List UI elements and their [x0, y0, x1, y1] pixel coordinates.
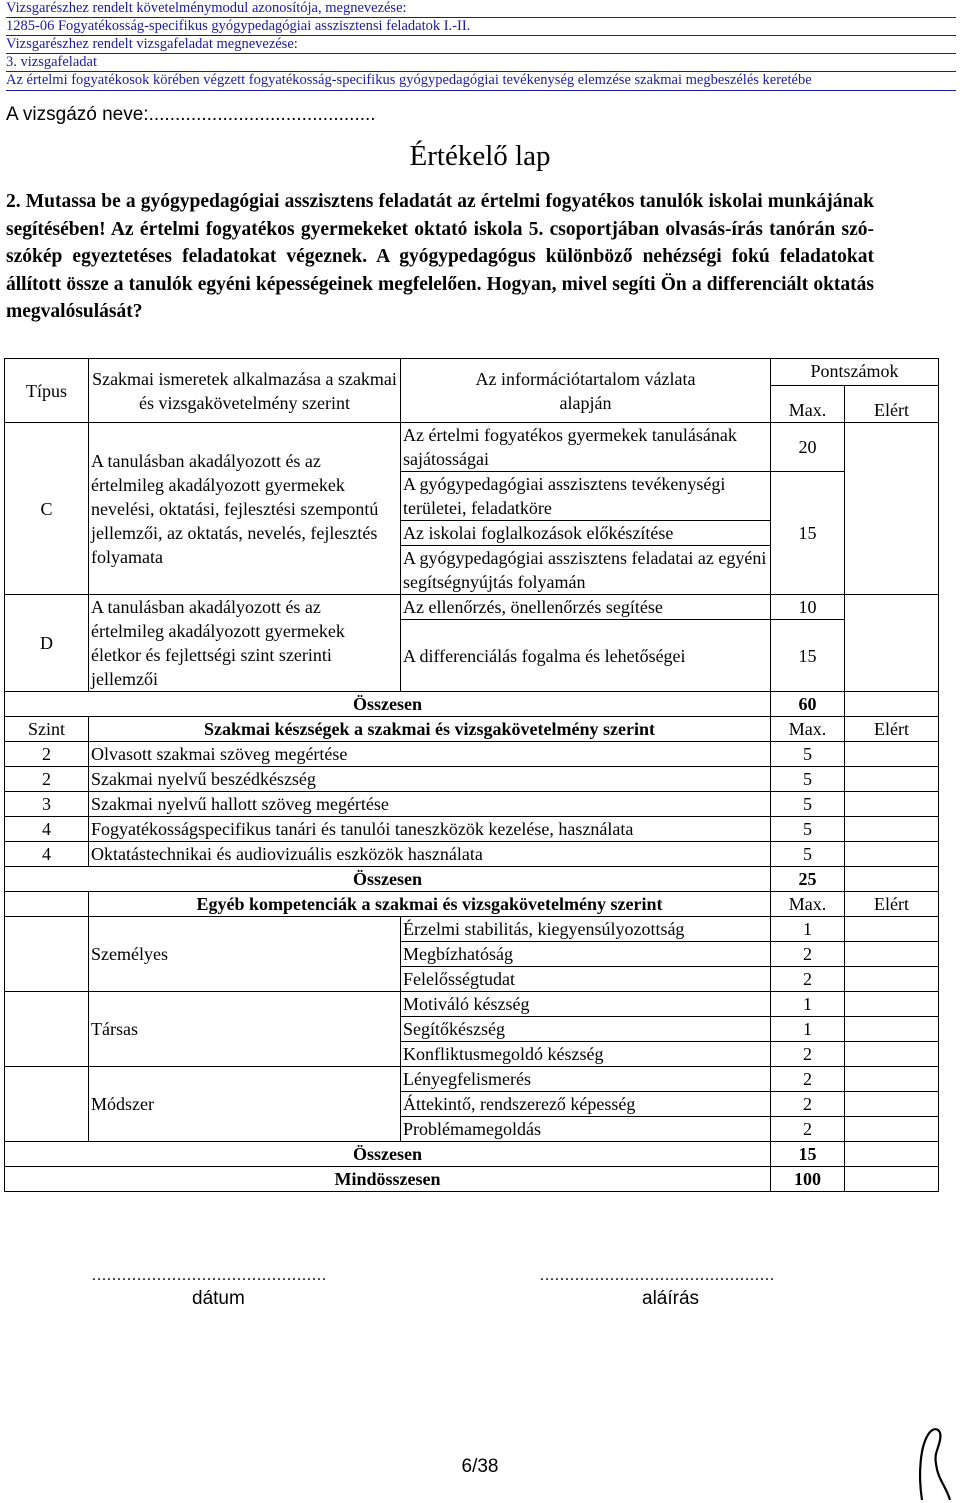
outline-d1: Az ellenőrzés, önellenőrzés segítése [401, 595, 771, 620]
header-type: Típus [5, 359, 89, 423]
skill-text: Olvasott szakmai szöveg megértése [89, 742, 771, 767]
competence-max: 1 [771, 1017, 845, 1042]
knowledge-c: A tanulásban akadályozott és az értelmileg akadályozott gyermekek nevelési, oktatási, fejlesztési szempontú jellemzői, az oktatás, nevelés, fejlesztés folyamata [89, 423, 401, 595]
knowledge-total-max: 60 [771, 692, 845, 717]
achieved-knowledge-c[interactable] [845, 423, 939, 595]
table-row [5, 1067, 939, 1092]
table-row [5, 742, 939, 767]
table-row [5, 917, 939, 942]
table-row [5, 595, 939, 620]
competence-header-achieved: Elért [845, 892, 939, 917]
competence-achieved[interactable] [845, 1092, 939, 1117]
skills-header-title: Szakmai készségek a szakmai és vizsgakövetelmény szerint [89, 717, 771, 742]
competence-group: Módszer [89, 1067, 401, 1142]
competence-max: 2 [771, 1117, 845, 1142]
header-task-name: Az értelmi fogyatékosok körében végzett fogyatékosság-specifikus gyógypedagógiai tevékenység elemzése szakmai megbeszélés keretébe [6, 72, 956, 91]
competence-group: Társas [89, 992, 401, 1067]
grand-total-row [5, 1167, 939, 1192]
competence-achieved[interactable] [845, 917, 939, 942]
knowledge-d: A tanulásban akadályozott és az értelmileg akadályozott gyermekek életkor és fejlettségi szint szerinti jellemzői [89, 595, 401, 692]
outline-c2: A gyógypedagógiai asszisztens tevékenységi területei, feladatköre [401, 472, 771, 521]
skill-text: Fogyatékosságspecifikus tanári és tanulói taneszközök kezelése, használata [89, 817, 771, 842]
skill-max: 5 [771, 817, 845, 842]
skills-header-level: Szint [5, 717, 89, 742]
competence-achieved[interactable] [845, 942, 939, 967]
competence-item: Megbízhatóság [401, 942, 771, 967]
skill-text: Oktatástechnikai és audiovizuális eszközök használata [89, 842, 771, 867]
table-row [5, 817, 939, 842]
skill-max: 5 [771, 767, 845, 792]
header-knowledge: Szakmai ismeretek alkalmazása a szakmai és vizsgakövetelmény szerint [89, 359, 401, 423]
skills-header-max: Max. [771, 717, 845, 742]
competence-header-blank [5, 892, 89, 917]
date-line: ............................................... [92, 1267, 327, 1284]
competence-max: 2 [771, 1067, 845, 1092]
max-d1: 10 [771, 595, 845, 620]
max-c1: 20 [771, 423, 845, 472]
skill-achieved[interactable] [845, 742, 939, 767]
competence-achieved[interactable] [845, 1042, 939, 1067]
skills-header-achieved: Elért [845, 717, 939, 742]
skills-total-row [5, 867, 939, 892]
header-task-label: Vizsgarészhez rendelt vizsgafeladat megnevezése: [6, 36, 956, 54]
skill-level: 2 [5, 742, 89, 767]
skill-text: Szakmai nyelvű hallott szöveg megértése [89, 792, 771, 817]
skill-achieved[interactable] [845, 817, 939, 842]
competence-item: Áttekintő, rendszerező képesség [401, 1092, 771, 1117]
competence-item: Felelősségtudat [401, 967, 771, 992]
header-module-label: Vizsgarészhez rendelt követelménymodul azonosítója, megnevezése: [6, 0, 956, 18]
skill-max: 5 [771, 842, 845, 867]
skills-header-row [5, 717, 939, 742]
competence-header-title: Egyéb kompetenciák a szakmai és vizsgakövetelmény szerint [89, 892, 771, 917]
competence-achieved[interactable] [845, 1017, 939, 1042]
header-max: Max. [771, 386, 845, 423]
competence-item: Problémamegoldás [401, 1117, 771, 1142]
knowledge-total-achieved[interactable] [845, 692, 939, 717]
competence-total-row [5, 1142, 939, 1167]
page-number: 6/38 [461, 1456, 499, 1477]
skill-level: 4 [5, 817, 89, 842]
skill-max: 5 [771, 792, 845, 817]
competence-blank [5, 917, 89, 992]
knowledge-total-row [5, 692, 939, 717]
table-row [5, 992, 939, 1017]
max-d2: 15 [771, 620, 845, 692]
header-outline: Az információtartalom vázlata alapján [401, 359, 771, 423]
document-header [6, 0, 956, 91]
skills-total-max: 25 [771, 867, 845, 892]
skill-level: 2 [5, 767, 89, 792]
signature-line: ............................................... [540, 1267, 775, 1284]
skill-achieved[interactable] [845, 842, 939, 867]
outline-c3: Az iskolai foglalkozások előkészítése [401, 521, 771, 546]
skill-achieved[interactable] [845, 792, 939, 817]
grand-total-achieved[interactable] [845, 1167, 939, 1192]
outline-c4: A gyógypedagógiai asszisztens feladatai az egyéni segítségnyújtás folyamán [401, 546, 771, 595]
competence-total-max: 15 [771, 1142, 845, 1167]
handwritten-mark-icon [912, 1424, 952, 1502]
knowledge-header-row [5, 359, 939, 386]
table-row [5, 792, 939, 817]
skill-level: 4 [5, 842, 89, 867]
skill-text: Szakmai nyelvű beszédkészség [89, 767, 771, 792]
competence-max: 2 [771, 1092, 845, 1117]
page-title: Értékelő lap [409, 140, 551, 172]
competence-item: Segítőkészség [401, 1017, 771, 1042]
header-module-name: 1285-06 Fogyatékosság-specifikus gyógypedagógiai asszisztensi feladatok I.-II. [6, 18, 956, 36]
competence-achieved[interactable] [845, 992, 939, 1017]
table-row [5, 767, 939, 792]
table-row [5, 423, 939, 472]
competence-max: 1 [771, 992, 845, 1017]
competence-item: Konfliktusmegoldó készség [401, 1042, 771, 1067]
competence-item: Érzelmi stabilitás, kiegyensúlyozottság [401, 917, 771, 942]
header-points: Pontszámok [771, 359, 939, 386]
competence-blank [5, 992, 89, 1067]
max-c2: 15 [771, 472, 845, 595]
competence-group: Személyes [89, 917, 401, 992]
examinee-name-field: A vizsgázó neve:........................................... [6, 104, 376, 125]
achieved-knowledge-d[interactable] [845, 595, 939, 692]
table-row [5, 842, 939, 867]
grand-total-max: 100 [771, 1167, 845, 1192]
skill-max: 5 [771, 742, 845, 767]
type-c: C [5, 423, 89, 595]
signature-label: aláírás [642, 1288, 700, 1309]
evaluation-table [4, 358, 939, 1192]
header-task-number: 3. vizsgafeladat [6, 54, 956, 72]
type-d: D [5, 595, 89, 692]
competence-max: 2 [771, 1042, 845, 1067]
competence-total-label: Összesen [5, 1142, 771, 1167]
header-achieved: Elért [845, 386, 939, 423]
knowledge-total-label: Összesen [5, 692, 771, 717]
competence-blank [5, 1067, 89, 1142]
competence-achieved[interactable] [845, 1117, 939, 1142]
grand-total-label: Mindösszesen [5, 1167, 771, 1192]
skill-level: 3 [5, 792, 89, 817]
competence-achieved[interactable] [845, 1067, 939, 1092]
skills-total-achieved[interactable] [845, 867, 939, 892]
exam-question: 2. Mutassa be a gyógypedagógiai asszisztens feladatát az értelmi fogyatékos tanulók iskolai munkájának segítésében! Az értelmi fogyatékos gyermekeket oktató iskola 5. csoportjában olvasás-írás tanórán szó-szókép egyeztetéses feladatokat végeznek. A gyógypedagógus különböző nehézségi fokú feladatokat állított össze a tanulók egyéni képességeinek megfelelően. Hogyan, mivel segíti Ön a differenciált oktatás megvalósulását? [6, 191, 874, 323]
skills-total-label: Összesen [5, 867, 771, 892]
skill-achieved[interactable] [845, 767, 939, 792]
competence-max: 2 [771, 942, 845, 967]
competence-total-achieved[interactable] [845, 1142, 939, 1167]
date-label: dátum [192, 1288, 245, 1309]
competence-max: 2 [771, 967, 845, 992]
competence-item: Lényegfelismerés [401, 1067, 771, 1092]
outline-d2: A differenciálás fogalma és lehetőségei [401, 620, 771, 692]
competence-item: Motiváló készség [401, 992, 771, 1017]
competence-achieved[interactable] [845, 967, 939, 992]
competence-header-row [5, 892, 939, 917]
competence-header-max: Max. [771, 892, 845, 917]
outline-c1: Az értelmi fogyatékos gyermekek tanulásának sajátosságai [401, 423, 771, 472]
competence-max: 1 [771, 917, 845, 942]
